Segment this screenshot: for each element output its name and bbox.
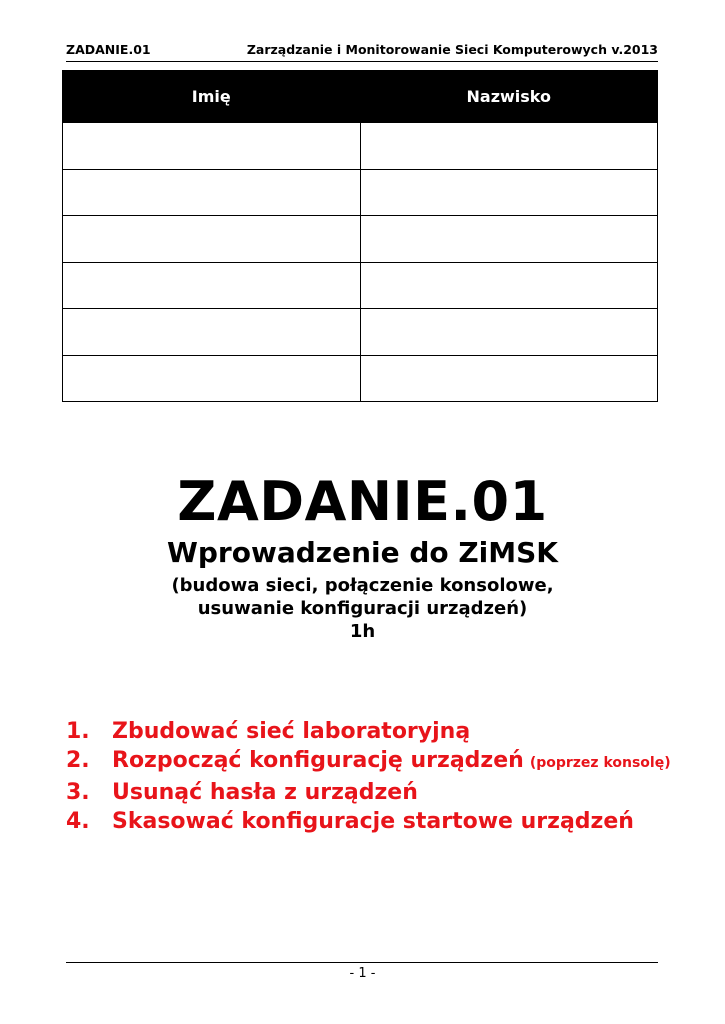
table-row <box>63 123 658 170</box>
first-name-cell[interactable] <box>63 355 361 402</box>
task-text: Rozpocząć konfigurację urządzeń <box>112 748 524 773</box>
header-task-id: ZADANIE.01 <box>66 42 151 57</box>
last-name-cell[interactable] <box>360 262 658 309</box>
task-list <box>66 717 671 836</box>
task-number: 2. <box>66 748 90 773</box>
list-item <box>66 717 671 746</box>
duration: 1h <box>349 621 376 642</box>
task-number: 4. <box>66 809 90 834</box>
task-number: 1. <box>66 719 90 744</box>
table-row <box>63 169 658 216</box>
first-name-cell[interactable] <box>63 216 361 263</box>
list-item <box>66 778 671 807</box>
table-header-row <box>63 71 658 123</box>
task-text: Skasować konfiguracje startowe urządzeń <box>112 809 634 834</box>
task-number: 3. <box>66 780 90 805</box>
first-name-cell[interactable] <box>63 169 361 216</box>
description-line-1: (budowa sieci, połączenie konsolowe, <box>171 575 554 596</box>
last-name-cell[interactable] <box>360 216 658 263</box>
last-name-cell[interactable] <box>360 169 658 216</box>
last-name-cell[interactable] <box>360 355 658 402</box>
subtitle: Wprowadzenie do ZiMSK <box>167 536 558 569</box>
last-name-cell[interactable] <box>360 123 658 170</box>
column-header-first-name: Imię <box>63 71 361 123</box>
first-name-cell[interactable] <box>63 309 361 356</box>
task-text: Zbudować sieć laboratoryjną <box>112 719 471 744</box>
names-table <box>62 70 658 402</box>
table-row <box>63 309 658 356</box>
last-name-cell[interactable] <box>360 309 658 356</box>
page-header <box>66 42 658 62</box>
main-title: ZADANIE.01 <box>177 470 548 533</box>
task-text: Usunąć hasła z urządzeń <box>112 780 418 805</box>
first-name-cell[interactable] <box>63 262 361 309</box>
table-row <box>63 355 658 402</box>
list-item <box>66 746 671 778</box>
list-item <box>66 807 671 836</box>
description-line-2: usuwanie konfiguracji urządzeń) <box>197 598 528 619</box>
task-note: (poprzez konsolę) <box>529 755 671 771</box>
table-row <box>63 262 658 309</box>
column-header-last-name: Nazwisko <box>360 71 658 123</box>
first-name-cell[interactable] <box>63 123 361 170</box>
table-row <box>63 216 658 263</box>
page-number: - 1 - <box>349 966 376 981</box>
title-block <box>0 470 725 643</box>
header-course-title: Zarządzanie i Monitorowanie Sieci Komputerowych v.2013 <box>246 42 658 57</box>
footer-divider <box>66 962 658 963</box>
